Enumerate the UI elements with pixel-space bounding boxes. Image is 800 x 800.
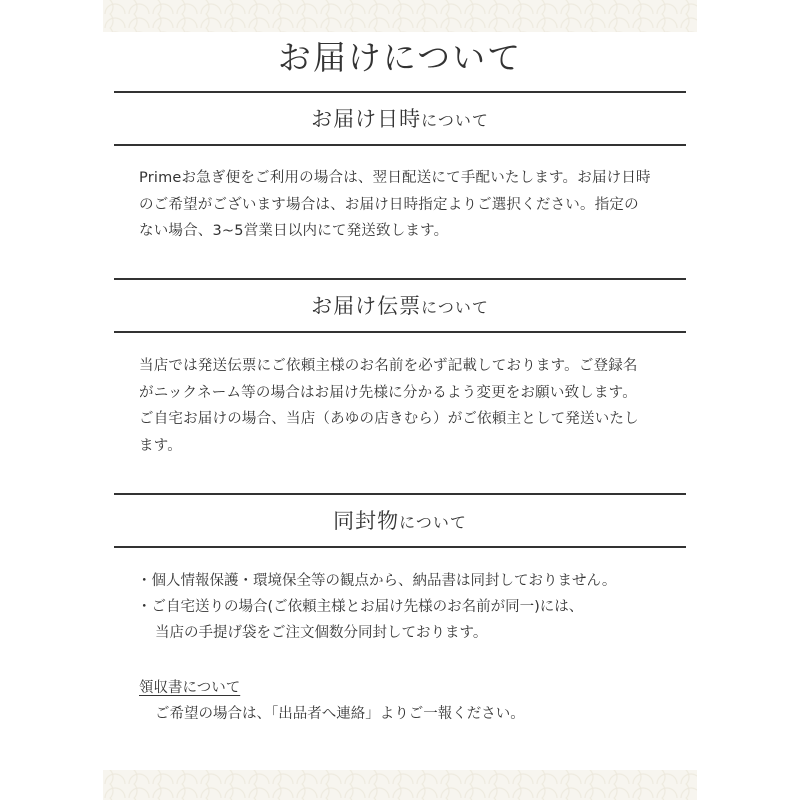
- receipt-heading: 領収書について: [139, 680, 241, 696]
- section-divider-top-delivery-date: [114, 91, 686, 93]
- section-heading-sub: について: [421, 298, 489, 317]
- section-heading-sub: について: [399, 513, 467, 532]
- section-heading-main: お届け日時: [311, 107, 422, 131]
- paragraph-line: 当店では発送伝票にご依頼主様のお名前を必ず記載しております。ご登録名: [139, 358, 638, 374]
- paragraph-line: ご自宅お届けの場合、当店（あゆの店きむら）がご依頼主として発送いたし: [139, 411, 639, 427]
- paragraph-line: ます。: [139, 437, 182, 454]
- section-divider-top-delivery-slip: [114, 278, 686, 280]
- receipt-text: ご希望の場合は、「出品者へ連絡」よりご一報ください。: [155, 706, 525, 722]
- delivery-date-paragraph: [139, 165, 687, 245]
- paragraph-line: がニックネーム等の場合はお届け先様に分かるよう変更をお願い致します。: [139, 384, 637, 401]
- enclosure-bullet-item: ・個人情報保護・環境保全等の観点から、納品書は同封しておりません。: [137, 573, 617, 589]
- section-divider-bottom-enclosures: [114, 546, 686, 548]
- enclosure-bullet-continuation: 当店の手提げ袋をご注文個数分同封しております。: [155, 625, 488, 641]
- bottom-decorative-pattern: [103, 770, 697, 800]
- section-divider-bottom-delivery-slip: [114, 331, 686, 333]
- delivery-slip-paragraph: [139, 353, 687, 459]
- page-title: お届けについて: [277, 38, 523, 77]
- top-decorative-pattern: [103, 0, 697, 32]
- paragraph-line: ない場合、3~5営業日以内にて発送致します。: [139, 223, 449, 239]
- section-heading-sub: について: [421, 111, 489, 130]
- section-divider-bottom-delivery-date: [114, 144, 686, 146]
- section-heading-delivery-date: [114, 101, 686, 138]
- section-heading-enclosures: [114, 503, 686, 540]
- enclosure-bullet-item: ・ご自宅送りの場合(ご依頼主様とお届け先様のお名前が同一)には、: [137, 599, 584, 615]
- section-heading-main: お届け伝票: [311, 294, 422, 318]
- paragraph-line: のご希望がございます場合は、お届け日時指定よりご選択ください。指定の: [139, 196, 639, 213]
- section-heading-main: 同封物: [333, 509, 400, 533]
- paragraph-line: Primeお急ぎ便をご利用の場合は、翌日配送にて手配いたします。お届け日時: [139, 170, 651, 186]
- section-heading-delivery-slip: [114, 288, 686, 325]
- section-divider-top-enclosures: [114, 493, 686, 495]
